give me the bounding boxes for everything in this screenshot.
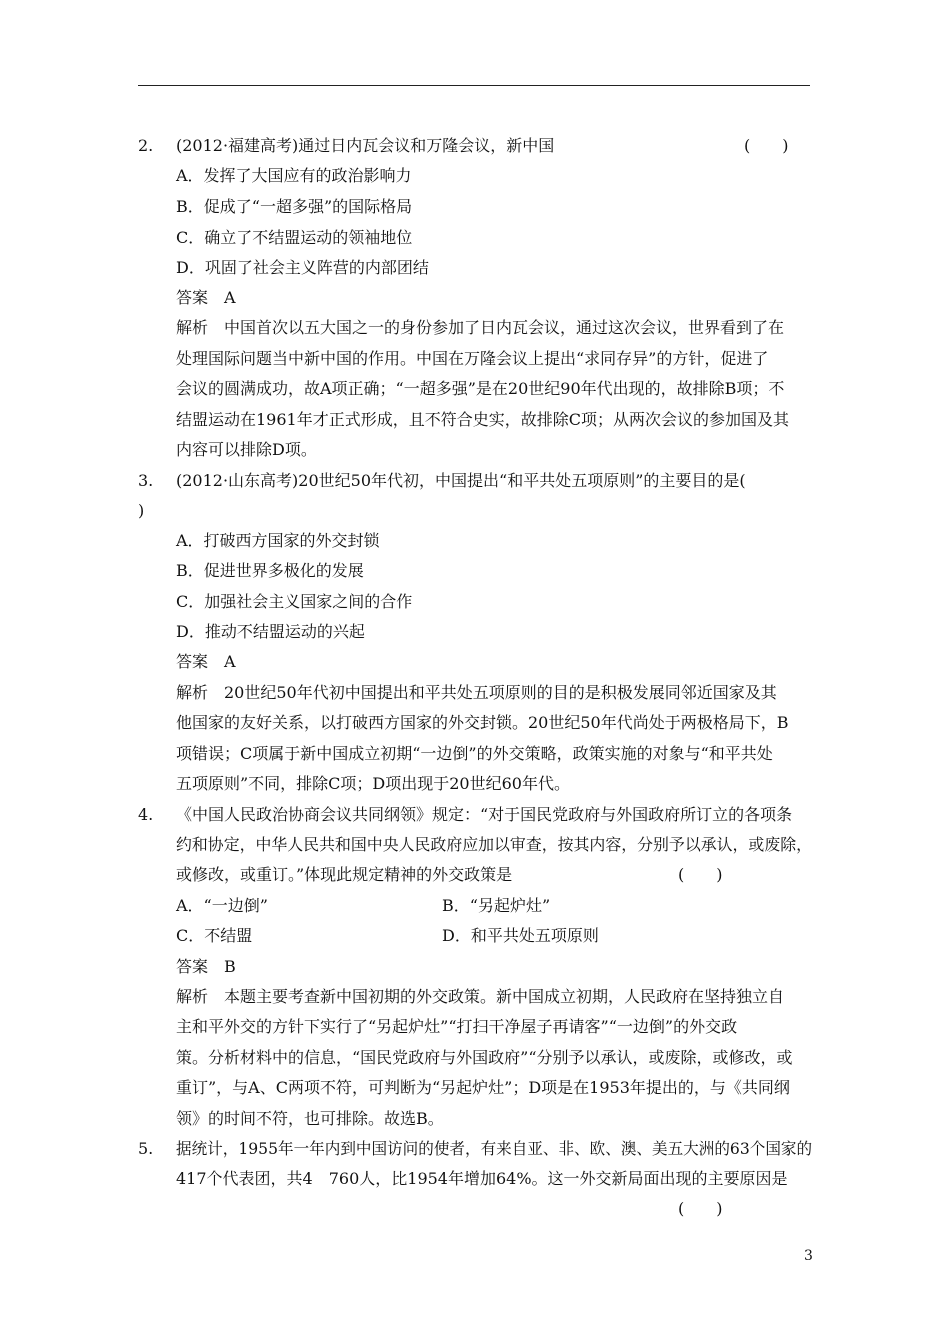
question-4-analysis-line: 主和平外交的方针下实行了“另起炉灶”“打扫干净屋子再请客”“一边倒”的外交政 bbox=[176, 1017, 738, 1036]
question-4-stem-line: 约和协定，中华人民共和国中央人民政府应加以审查，按其内容，分别予以承认，或废除， bbox=[176, 835, 813, 854]
question-2-analysis-line: 结盟运动在1961年才正式形成，且不符合史实，故排除C项；从两次会议的参加国及其 bbox=[176, 410, 789, 429]
question-4-option-b: B．“另起炉灶” bbox=[442, 896, 551, 915]
question-2-answer: 答案 A bbox=[176, 288, 236, 307]
question-3-option-c: C．加强社会主义国家之间的合作 bbox=[176, 592, 413, 611]
question-4-option-c: C．不结盟 bbox=[176, 926, 253, 945]
question-2-analysis-line: 处理国际问题当中新中国的作用。中国在万隆会议上提出“求同存异”的方针，促进了 bbox=[176, 349, 769, 368]
header-rule bbox=[138, 85, 810, 86]
question-2-stem: (2012·福建高考)通过日内瓦会议和万隆会议，新中国 bbox=[176, 136, 555, 155]
page-number: 3 bbox=[804, 1248, 813, 1264]
question-4-analysis-line: 解析 本题主要考查新中国初期的外交政策。新中国成立初期，人民政府在坚持独立自 bbox=[176, 987, 785, 1006]
question-4-answer: 答案 B bbox=[176, 957, 236, 976]
question-2-option-c: C．确立了不结盟运动的领袖地位 bbox=[176, 228, 413, 247]
question-4-stem-line: 《中国人民政治协商会议共同纲领》规定：“对于国民党政府与外国政府所订立的各项条 bbox=[176, 805, 793, 824]
question-4-option-d: D．和平共处五项原则 bbox=[442, 926, 599, 945]
question-3-stem: (2012·山东高考)20世纪50年代初，中国提出“和平共处五项原则”的主要目的是( bbox=[176, 471, 746, 490]
question-2-answer-blank: ( ) bbox=[744, 136, 789, 155]
question-4-option-a: A．“一边倒” bbox=[176, 896, 268, 915]
question-2-option-a: A．发挥了大国应有的政治影响力 bbox=[176, 166, 412, 185]
question-2-option-b: B．促成了“一超多强”的国际格局 bbox=[176, 197, 413, 216]
question-2-analysis-line: 解析 中国首次以五大国之一的身份参加了日内瓦会议，通过这次会议，世界看到了在 bbox=[176, 318, 785, 337]
question-4-number: 4. bbox=[138, 805, 154, 824]
question-5-answer-blank: ( ) bbox=[678, 1199, 723, 1218]
question-3-option-d: D．推动不结盟运动的兴起 bbox=[176, 622, 365, 641]
question-3-analysis-line: 他国家的友好关系，以打破西方国家的外交封锁。20世纪50年代尚处于两极格局下，B bbox=[176, 713, 789, 732]
question-3-number: 3. bbox=[138, 471, 154, 490]
question-4-analysis-line: 策。分析材料中的信息，“国民党政府与外国政府”“分别予以承认，或废除，或修改，或 bbox=[176, 1048, 793, 1067]
question-5-stem-line: 据统计，1955年一年内到中国访问的使者，有来自亚、非、欧、澳、美五大洲的63个国家的 bbox=[176, 1139, 813, 1158]
question-3-analysis-line: 项错误；C项属于新中国成立初期“一边倒”的外交策略，政策实施的对象与“和平共处 bbox=[176, 744, 773, 763]
question-4-answer-blank: ( ) bbox=[678, 865, 723, 884]
question-3-option-b: B．促进世界多极化的发展 bbox=[176, 561, 364, 580]
question-4-stem-line: 或修改，或重订。”体现此规定精神的外交政策是 bbox=[176, 865, 513, 884]
question-5-stem-line: 417个代表团，共4 760人，比1954年增加64%。这一外交新局面出现的主要原因是 bbox=[176, 1169, 788, 1188]
question-3-analysis-line: 解析 20世纪50年代初中国提出和平共处五项原则的目的是积极发展同邻近国家及其 bbox=[176, 683, 777, 702]
question-2-option-d: D．巩固了社会主义阵营的内部团结 bbox=[176, 258, 429, 277]
question-4-analysis-line: 重订”，与A、C两项不符，可判断为“另起炉灶”；D项是在1953年提出的，与《共同纲 bbox=[176, 1078, 790, 1097]
question-3-answer: 答案 A bbox=[176, 652, 236, 671]
question-2-analysis-line: 内容可以排除D项。 bbox=[176, 440, 317, 459]
question-2-number: 2. bbox=[138, 136, 154, 155]
question-4-analysis-line: 领》的时间不符，也可排除。故选B。 bbox=[176, 1109, 444, 1128]
question-5-number: 5. bbox=[138, 1139, 154, 1158]
question-3-analysis-line: 五项原则”不同，排除C项；D项出现于20世纪60年代。 bbox=[176, 774, 570, 793]
question-2-analysis-line: 会议的圆满成功，故A项正确；“一超多强”是在20世纪90年代出现的，故排除B项；不 bbox=[176, 379, 785, 398]
question-3-option-a: A．打破西方国家的外交封锁 bbox=[176, 531, 380, 550]
question-3-stem-close: ) bbox=[138, 501, 145, 520]
